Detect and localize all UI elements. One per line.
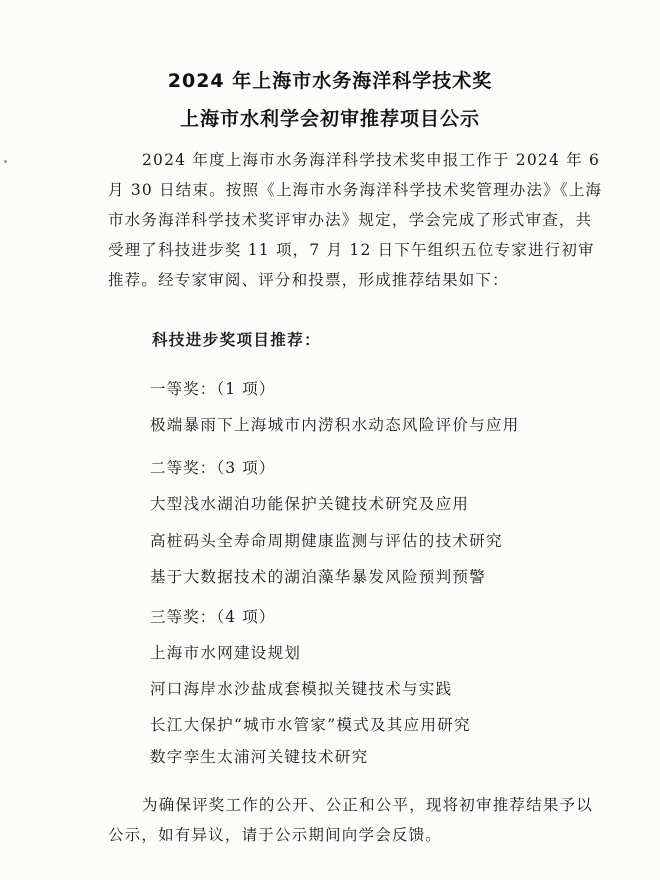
document-title-line-1: 2024 年上海市水务海洋科学技术奖 <box>167 70 493 92</box>
first-prize-label: 一等奖：（1 项） <box>150 380 276 398</box>
second-prize-project: 高桩码头全寿命周期健康监测与评估的技术研究 <box>150 532 503 550</box>
second-prize-project: 基于大数据技术的湖泊藻华暴发风险预判预警 <box>150 568 487 586</box>
scan-speck <box>4 160 7 163</box>
third-prize-project: 上海市水网建设规划 <box>150 644 302 662</box>
third-prize-project: 数字孪生太浦河关键技术研究 <box>150 748 369 766</box>
third-prize-project: 长江大保护“城市水管家”模式及其应用研究 <box>150 716 471 734</box>
second-prize-project: 大型浅水湖泊功能保护关键技术研究及应用 <box>150 495 470 513</box>
second-prize-label: 二等奖：（3 项） <box>150 459 276 477</box>
third-prize-label: 三等奖：（4 项） <box>150 608 276 626</box>
first-prize-project: 极端暴雨下上海城市内涝积水动态风险评价与应用 <box>150 416 520 434</box>
intro-paragraph: 2024 年度上海市水务海洋科学技术奖申报工作于 2024 年 6 月 30 日结束。按照《上海市水务海洋科学技术奖管理办法》《上海市水务海洋科学技术奖评审办法》规定，学会完成了形式审查，共受理了科技进步奖 11 项，7 月 12 日下午组织五位专家进行初审推荐。经专家审阅、评分和投票，形成推荐结果如下： <box>108 151 603 289</box>
section-heading: 科技进步奖项目推荐： <box>152 330 322 349</box>
document-title-line-2: 上海市水利学会初审推荐项目公示 <box>179 108 480 130</box>
third-prize-project: 河口海岸水沙盐成套模拟关键技术与实践 <box>150 680 453 698</box>
closing-paragraph: 为确保评奖工作的公开、公正和公平，现将初审推荐结果予以公示，如有异议，请于公示期间向学会反馈。 <box>108 796 593 844</box>
